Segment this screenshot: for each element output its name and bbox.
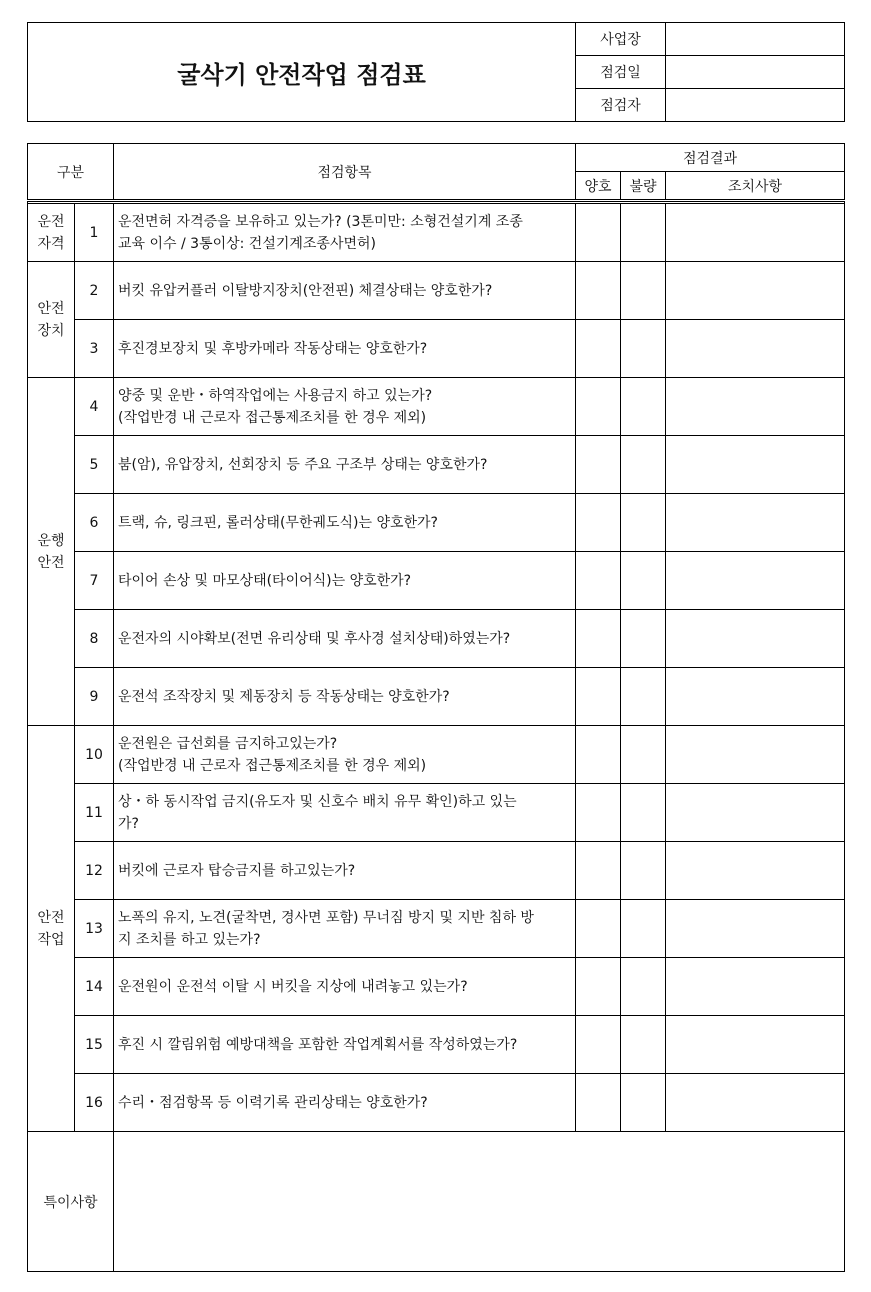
good-cell[interactable] [576,784,621,842]
category-header: 구분 [28,144,114,201]
bad-cell[interactable] [621,204,666,262]
item-number: 13 [75,900,114,958]
header-table [27,22,845,122]
bad-cell[interactable] [621,262,666,320]
bad-cell[interactable] [621,900,666,958]
page-title: 굴삭기 안전작업 점검표 [28,23,576,122]
bad-cell[interactable] [621,958,666,1016]
good-cell[interactable] [576,378,621,436]
good-cell[interactable] [576,1074,621,1132]
item-number: 10 [75,726,114,784]
good-cell[interactable] [576,958,621,1016]
special-notes-field[interactable] [114,1132,845,1272]
action-cell[interactable] [666,552,845,610]
item-number: 5 [75,436,114,494]
action-cell[interactable] [666,726,845,784]
check-item: 운전면허 자격증을 보유하고 있는가? (3톤미만: 소형건설기계 조종 교육 이수 / 3통이상: 건설기계조종사면허) [114,204,576,262]
bad-cell[interactable] [621,1074,666,1132]
check-item: 운전석 조작장치 및 제동장치 등 작동상태는 양호한가? [114,668,576,726]
bad-cell[interactable] [621,378,666,436]
item-number: 6 [75,494,114,552]
item-number: 1 [75,204,114,262]
good-cell[interactable] [576,552,621,610]
bad-cell[interactable] [621,610,666,668]
bad-cell[interactable] [621,1016,666,1074]
inspector-label: 점검자 [576,89,666,122]
check-item: 후진경보장치 및 후방카메라 작동상태는 양호한가? [114,320,576,378]
bad-header: 불량 [621,172,666,201]
check-item: 운전원은 급선회를 금지하고있는가? (작업반경 내 근로자 접근통제조치를 한 경우 제외) [114,726,576,784]
inspection-date-field[interactable] [666,56,845,89]
action-cell[interactable] [666,1016,845,1074]
category-safety-device: 안전 장치 [28,262,75,378]
bad-cell[interactable] [621,552,666,610]
bad-cell[interactable] [621,320,666,378]
item-number: 2 [75,262,114,320]
action-cell[interactable] [666,842,845,900]
good-cell[interactable] [576,900,621,958]
category-driver-qualification: 운전 자격 [28,204,75,262]
action-cell[interactable] [666,262,845,320]
action-header: 조치사항 [666,172,845,201]
item-number: 15 [75,1016,114,1074]
action-cell[interactable] [666,320,845,378]
check-item: 양중 및 운반・하역작업에는 사용금지 하고 있는가? (작업반경 내 근로자 접근통제조치를 한 경우 제외) [114,378,576,436]
check-item: 상・하 동시작업 금지(유도자 및 신호수 배치 유무 확인)하고 있는 가? [114,784,576,842]
item-number: 9 [75,668,114,726]
item-number: 12 [75,842,114,900]
inspector-field[interactable] [666,89,845,122]
item-number: 4 [75,378,114,436]
check-item: 타이어 손상 및 마모상태(타이어식)는 양호한가? [114,552,576,610]
check-item: 붐(암), 유압장치, 선회장치 등 주요 구조부 상태는 양호한가? [114,436,576,494]
good-cell[interactable] [576,610,621,668]
good-cell[interactable] [576,494,621,552]
category-safe-work: 안전 작업 [28,726,75,1132]
good-cell[interactable] [576,1016,621,1074]
check-item: 트랙, 슈, 링크핀, 롤러상태(무한궤도식)는 양호한가? [114,494,576,552]
action-cell[interactable] [666,1074,845,1132]
check-item: 후진 시 깔림위험 예방대책을 포함한 작업계획서를 작성하였는가? [114,1016,576,1074]
item-header: 점검항목 [114,144,576,201]
bad-cell[interactable] [621,668,666,726]
good-cell[interactable] [576,668,621,726]
item-number: 3 [75,320,114,378]
inspection-date-label: 점검일 [576,56,666,89]
bad-cell[interactable] [621,842,666,900]
checklist-table [27,143,845,1272]
action-cell[interactable] [666,494,845,552]
action-cell[interactable] [666,204,845,262]
good-cell[interactable] [576,320,621,378]
item-number: 14 [75,958,114,1016]
bad-cell[interactable] [621,436,666,494]
good-cell[interactable] [576,262,621,320]
bad-cell[interactable] [621,726,666,784]
item-number: 16 [75,1074,114,1132]
good-cell[interactable] [576,204,621,262]
item-number: 11 [75,784,114,842]
good-cell[interactable] [576,842,621,900]
check-item: 버킷에 근로자 탑승금지를 하고있는가? [114,842,576,900]
action-cell[interactable] [666,610,845,668]
action-cell[interactable] [666,668,845,726]
check-item: 운전자의 시야확보(전면 유리상태 및 후사경 설치상태)하였는가? [114,610,576,668]
good-cell[interactable] [576,726,621,784]
check-item: 버킷 유압커플러 이탈방지장치(안전핀) 체결상태는 양호한가? [114,262,576,320]
good-cell[interactable] [576,436,621,494]
workplace-label: 사업장 [576,23,666,56]
bad-cell[interactable] [621,494,666,552]
result-header: 점검결과 [576,144,845,172]
action-cell[interactable] [666,784,845,842]
action-cell[interactable] [666,436,845,494]
bad-cell[interactable] [621,784,666,842]
check-item: 노폭의 유지, 노견(굴착면, 경사면 포함) 무너짐 방지 및 지반 침하 방 지 조치를 하고 있는가? [114,900,576,958]
action-cell[interactable] [666,958,845,1016]
check-item: 운전원이 운전석 이탈 시 버킷을 지상에 내려놓고 있는가? [114,958,576,1016]
check-item: 수리・점검항목 등 이력기록 관리상태는 양호한가? [114,1074,576,1132]
item-number: 8 [75,610,114,668]
workplace-field[interactable] [666,23,845,56]
action-cell[interactable] [666,900,845,958]
special-notes-label: 특이사항 [28,1132,114,1272]
good-header: 양호 [576,172,621,201]
category-operation-safety: 운행 안전 [28,378,75,726]
item-number: 7 [75,552,114,610]
action-cell[interactable] [666,378,845,436]
